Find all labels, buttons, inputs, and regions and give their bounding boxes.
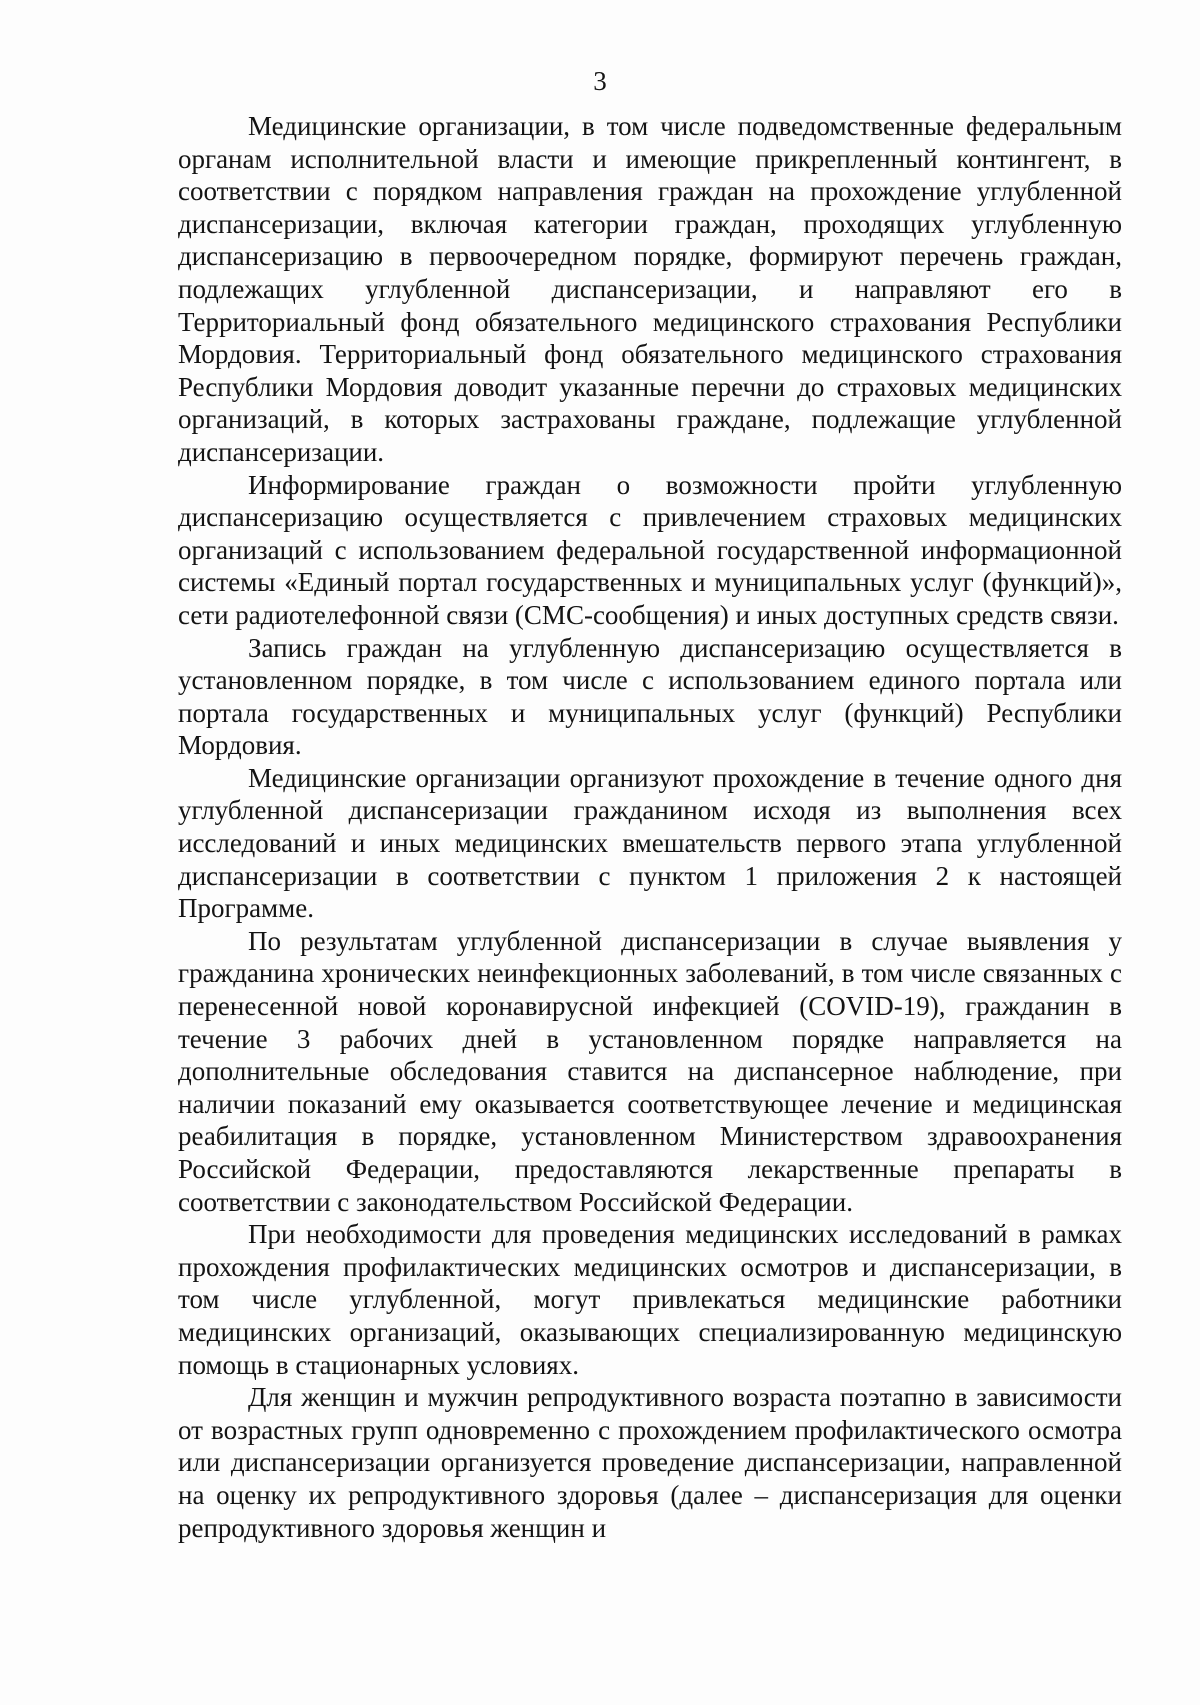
document-body [178,110,1122,1544]
paragraph: При необходимости для проведения медицинских исследований в рамках прохождения профилактических медицинских осмотров и диспансеризации, в том числе углубленной, могут привлекаться медицинские работники медицинских организаций, оказывающих специализированную медицинскую помощь в стационарных условиях. [178,1219,1122,1380]
page-number: 3 [593,66,607,96]
paragraph: Для женщин и мужчин репродуктивного возраста поэтапно в зависимости от возрастных групп одновременно с прохождением профилактического осмотра или диспансеризации организуется проведение диспансеризации, направленной на оценку их репродуктивного здоровья (далее – диспансеризация для оценки репродуктивного здоровья женщин и [178,1382,1122,1543]
paragraph: Медицинские организации организуют прохождение в течение одного дня углубленной диспансеризации гражданином исходя из выполнения всех исследований и иных медицинских вмешательств первого этапа углубленной диспансеризации в соответствии с пунктом 1 приложения 2 к настоящей Программе. [178,762,1122,924]
paragraph: Медицинские организации, в том числе подведомственные федеральным органам исполнительной власти и имеющие прикрепленный контингент, в соответствии с порядком направления граждан на прохождение углубленной диспансеризации, включая категории граждан, проходящих углубленную диспансеризацию в первоочередном порядке, формируют перечень граждан, подлежащих углубленной диспансеризации, и направляют его в Территориальный фонд обязательного медицинского страхования Республики Мордовия. Территориальный фонд обязательного медицинского страхования Республики Мордовия доводит указанные перечни до страховых медицинских организаций, в которых застрахованы граждане, подлежащие углубленной диспансеризации. [178,111,1122,467]
paragraph: По результатам углубленной диспансеризации в случае выявления у гражданина хронических неинфекционных заболеваний, в том числе связанных с перенесенной новой коронавирусной инфекцией (COVID-19), гражданин в течение 3 рабочих дней в установленном порядке направляется на дополнительные обследования ставится на диспансерное наблюдение, при наличии показаний ему оказывается соответствующее лечение и медицинская реабилитация в порядке, установленном Министерством здравоохранения Российской Федерации, предоставляются лекарственные препараты в соответствии с законодательством Российской Федерации. [178,925,1122,1217]
paragraph: Запись граждан на углубленную диспансеризацию осуществляется в установленном порядке, в том числе с использованием единого портала или портала государственных и муниципальных услуг (функций) Республики Мордовия. [178,632,1122,761]
paragraph: Информирование граждан о возможности пройти углубленную диспансеризацию осуществляется с привлечением страховых медицинских организаций с использованием федеральной государственной информационной системы «Единый портал государственных и муниципальных услуг (функций)», сети радиотелефонной связи (СМС-сообщения) и иных доступных средств связи. [178,469,1122,630]
